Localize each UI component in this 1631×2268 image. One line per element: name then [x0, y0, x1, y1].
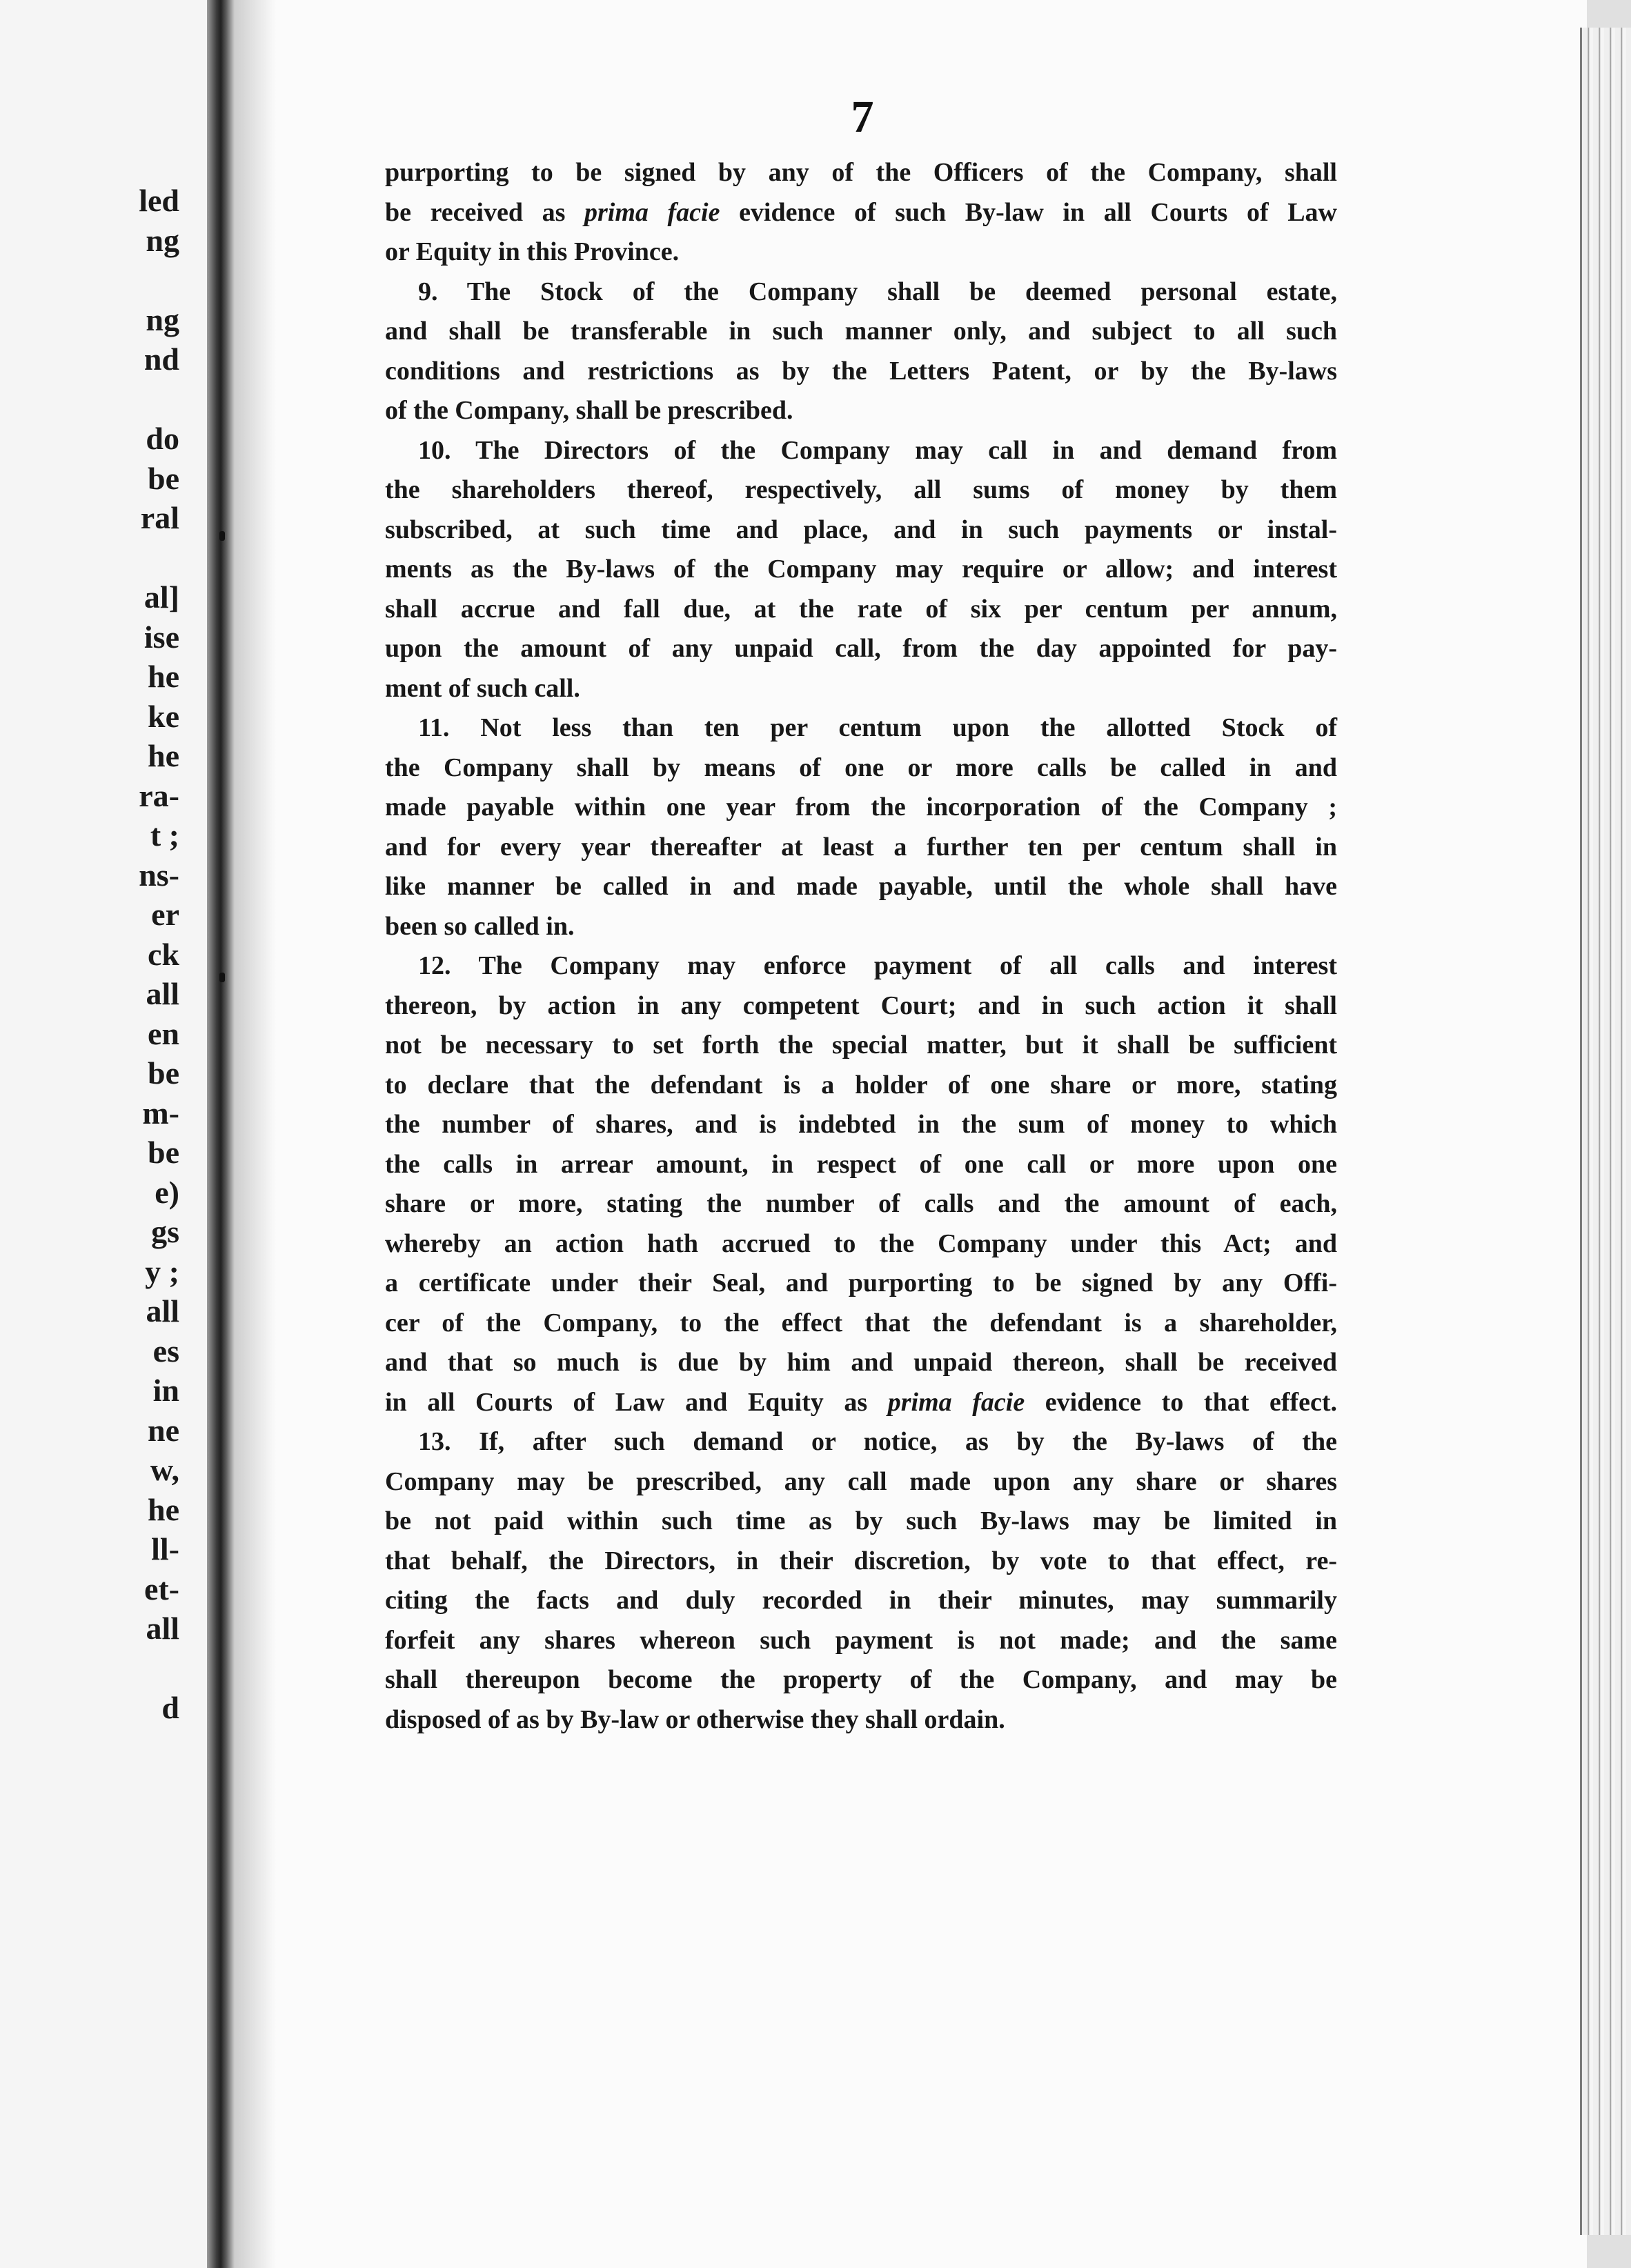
- text-line: be not paid within such time as by such By-laws may be limited in: [385, 1506, 1337, 1535]
- text-line: thereon, by action in any competent Court; and in such action it shall: [385, 991, 1337, 1020]
- text-segment: evidence to that effect.: [1025, 1387, 1338, 1417]
- left-page-fragment: y ;: [145, 1253, 179, 1289]
- left-page-text-fragments: [0, 0, 207, 2268]
- left-page-fragment: ns-: [139, 857, 179, 893]
- text-line: subscribed, at such time and place, and in such payments or instal-: [385, 515, 1337, 544]
- left-page-fragment: ra-: [139, 777, 179, 813]
- left-page-fragment: t ;: [150, 817, 179, 853]
- left-page-fragment: be: [148, 460, 179, 496]
- text-line: made payable within one year from the incorporation of the Company ;: [385, 793, 1337, 822]
- left-page-fragment: ise: [144, 619, 179, 655]
- text-line: Company may be prescribed, any call made upon any share or shares: [385, 1466, 1337, 1496]
- text-line: like manner be called in and made payable, until the whole shall have: [385, 872, 1337, 901]
- left-page-fragment: et-: [144, 1571, 179, 1606]
- page-body-text: [385, 153, 1337, 1740]
- italic-text: prima facie: [584, 197, 720, 227]
- text-line: cer of the Company, to the effect that the defendant is a shareholder,: [385, 1308, 1337, 1337]
- text-line: 13. If, after such demand or notice, as by the By-laws of the: [418, 1427, 1337, 1456]
- text-line: a certificate under their Seal, and purporting to be signed by any Offi-: [385, 1269, 1337, 1297]
- text-line: and shall be transferable in such manner only, and subject to all such: [385, 317, 1337, 346]
- text-line: forfeit any shares whereon such payment is not made; and the same: [385, 1625, 1337, 1655]
- left-page-fragment: ng: [146, 301, 179, 337]
- text-line: share or more, stating the number of calls and the amount of each,: [385, 1189, 1337, 1218]
- left-page-fragment: led: [139, 183, 179, 218]
- left-page-fragment: w,: [150, 1452, 179, 1487]
- left-page-fragment: ck: [148, 936, 179, 972]
- left-page-fragment: al]: [144, 579, 179, 615]
- text-line: shall accrue and fall due, at the rate of six per centum per annum,: [385, 594, 1337, 624]
- italic-text: prima facie: [887, 1387, 1025, 1417]
- left-page-fragment: all: [146, 976, 179, 1011]
- left-page-fragment: gs: [151, 1214, 179, 1249]
- text-segment: evidence of such By-law in all Courts of Law: [720, 197, 1338, 227]
- text-line: [385, 193, 1337, 233]
- text-line: 9. The Stock of the Company shall be deemed personal estate,: [418, 277, 1337, 306]
- text-line: shall thereupon become the property of the Company, and may be: [385, 1665, 1337, 1694]
- text-line: and for every year thereafter at least a further ten per centum shall in: [385, 832, 1337, 862]
- text-line: the Company shall by means of one or more calls be called in and: [385, 753, 1337, 782]
- gutter-mark: [219, 973, 225, 982]
- left-page-fragment: all: [146, 1293, 179, 1329]
- left-page-fragment: m-: [142, 1095, 179, 1131]
- text-line: or Equity in this Province.: [385, 237, 680, 266]
- left-page-fragment: be: [148, 1135, 179, 1170]
- left-page-fragment: he: [148, 1491, 179, 1527]
- gutter-mark: [219, 531, 225, 541]
- text-line: been so called in.: [385, 911, 575, 941]
- left-page-fragment: he: [148, 659, 179, 694]
- text-line: not be necessary to set forth the special matter, but it shall be sufficient: [385, 1031, 1337, 1060]
- text-line: [385, 1383, 1337, 1423]
- gutter-shadow: [235, 0, 276, 2268]
- text-line: the calls in arrear amount, in respect of one call or more upon one: [385, 1149, 1337, 1179]
- left-page-fragment: ke: [148, 698, 179, 734]
- left-facing-page: [0, 0, 208, 2268]
- text-line: purporting to be signed by any of the Officers of the Company, shall: [385, 158, 1337, 187]
- text-line: citing the facts and duly recorded in their minutes, may summarily: [385, 1586, 1337, 1615]
- text-line: ment of such call.: [385, 673, 580, 703]
- left-page-fragment: nd: [144, 341, 179, 377]
- left-page-fragment: ll-: [151, 1531, 179, 1566]
- left-page-fragment: he: [148, 738, 179, 773]
- text-line: and that so much is due by him and unpaid thereon, shall be received: [385, 1348, 1337, 1377]
- left-page-fragment: es: [152, 1333, 179, 1369]
- text-line: 11. Not less than ten per centum upon the allotted Stock of: [418, 713, 1337, 742]
- left-page-fragment: ne: [148, 1412, 179, 1448]
- text-segment: in all Courts of Law and Equity as: [385, 1387, 888, 1417]
- left-page-fragment: e): [155, 1174, 179, 1210]
- text-line: whereby an action hath accrued to the Company under this Act; and: [385, 1228, 1337, 1258]
- text-line: the number of shares, and is indebted in the sum of money to which: [385, 1110, 1337, 1139]
- left-page-fragment: ral: [140, 500, 179, 535]
- text-line: disposed of as by By-law or otherwise they shall ordain.: [385, 1704, 1005, 1734]
- left-page-fragment: do: [146, 421, 179, 456]
- left-page-fragment: ng: [146, 222, 179, 258]
- left-page-fragment: en: [148, 1015, 179, 1051]
- left-page-fragment: er: [151, 897, 179, 932]
- page-number: 7: [851, 92, 874, 142]
- text-line: conditions and restrictions as by the Letters Patent, or by the By-laws: [385, 356, 1337, 386]
- text-line: ments as the By-laws of the Company may require or allow; and interest: [385, 555, 1337, 584]
- text-line: that behalf, the Directors, in their discretion, by vote to that effect, re-: [385, 1546, 1337, 1575]
- left-page-fragment: all: [146, 1611, 179, 1646]
- page-edges: [1580, 28, 1631, 2235]
- book-gutter: [207, 0, 235, 2268]
- text-line: of the Company, shall be prescribed.: [385, 396, 793, 425]
- text-line: upon the amount of any unpaid call, from the day appointed for pay-: [385, 634, 1337, 663]
- text-line: 12. The Company may enforce payment of all calls and interest: [418, 951, 1337, 980]
- left-page-fragment: in: [152, 1373, 179, 1408]
- text-line: the shareholders thereof, respectively, all sums of money by them: [385, 475, 1337, 504]
- text-segment: be received as: [385, 197, 584, 227]
- left-page-fragment: be: [148, 1055, 179, 1091]
- left-page-fragment: d: [161, 1690, 179, 1725]
- text-line: 10. The Directors of the Company may call in and demand from: [418, 435, 1337, 465]
- text-line: to declare that the defendant is a holder of one share or more, stating: [385, 1070, 1337, 1100]
